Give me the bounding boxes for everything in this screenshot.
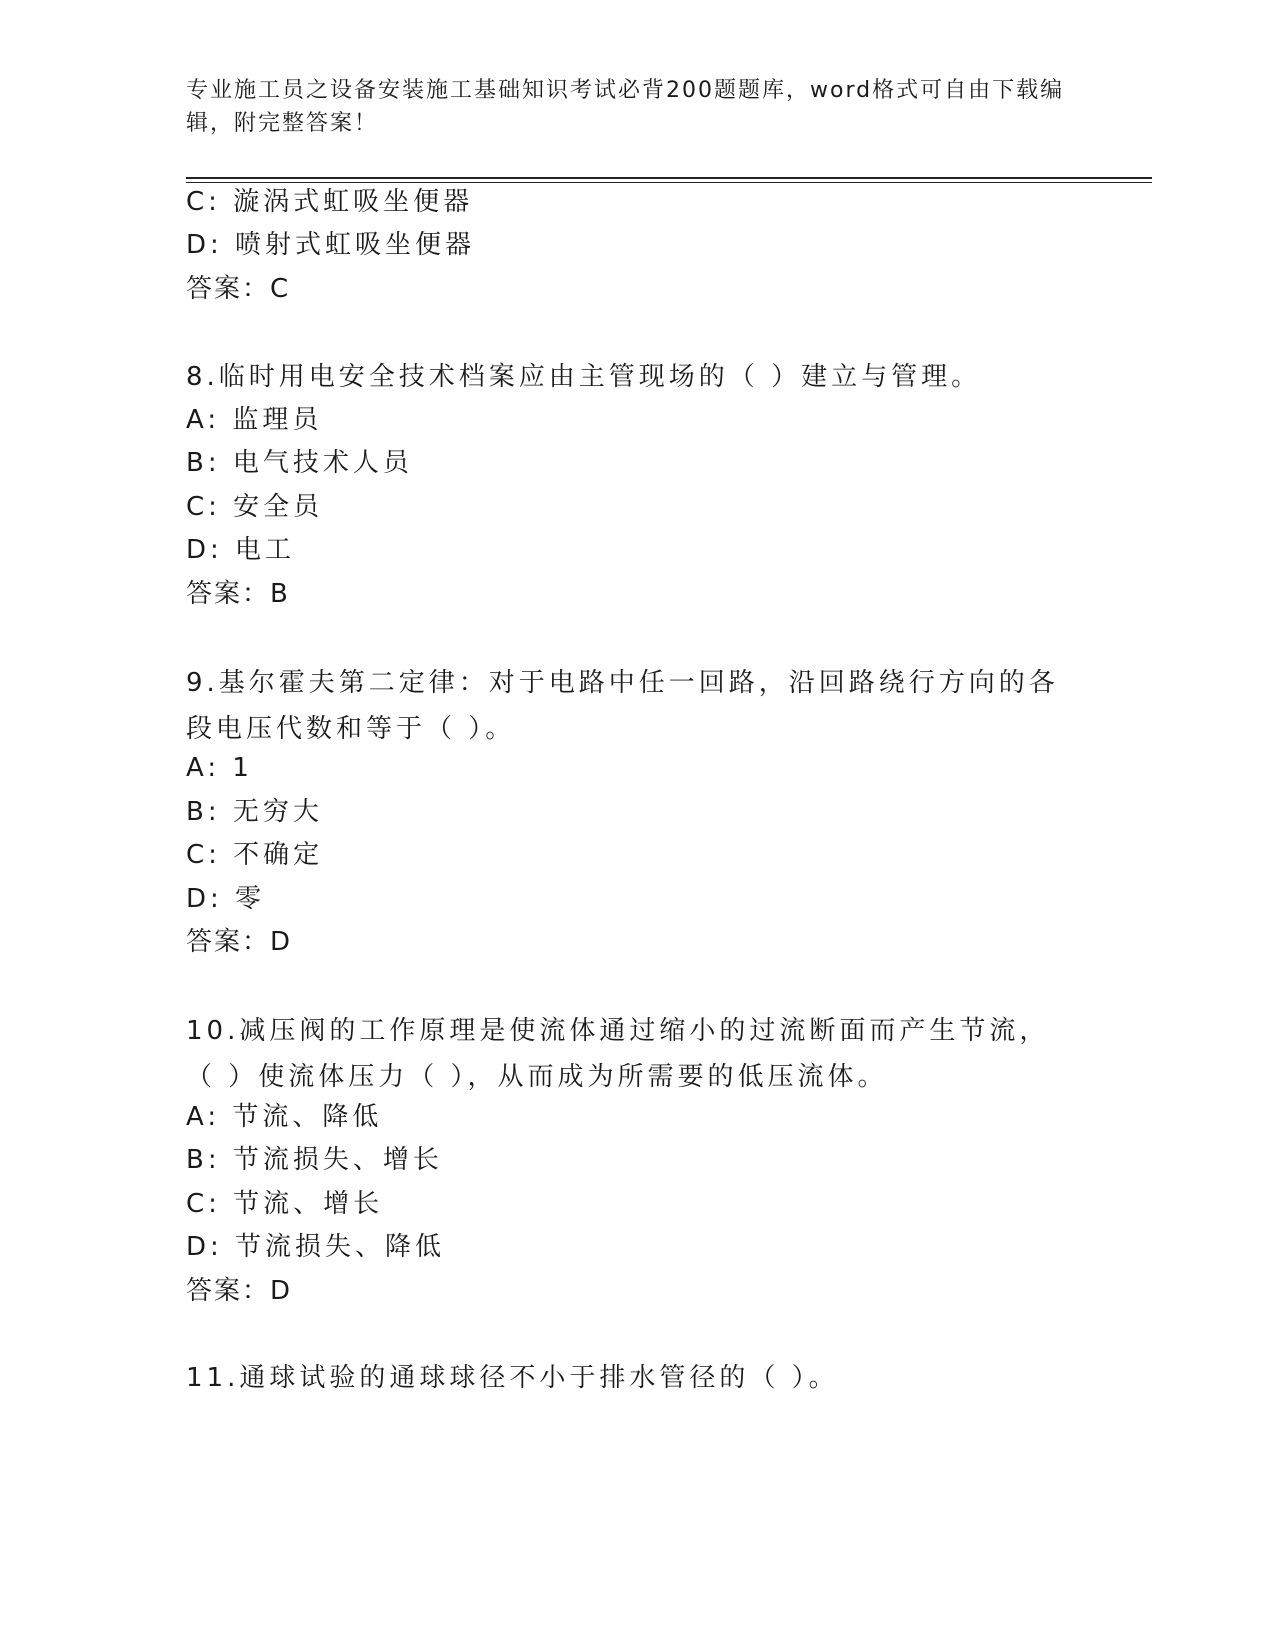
q9-option-b: B: 无穷大	[186, 797, 323, 827]
header-divider-top	[186, 177, 1152, 179]
q9-answer: 答案：D	[186, 927, 293, 957]
q10-question: 10.减压阀的工作原理是使流体通过缩小的过流断面而产生节流，（ ）使流体压力（ ），从而成为所需要的低压流体。	[186, 1016, 1050, 1092]
q7-option-d: D: 喷射式虹吸坐便器	[186, 230, 476, 260]
q10-option-c: C: 节流、增长	[186, 1189, 384, 1219]
header-divider-bottom	[186, 182, 1152, 183]
document-header: 专业施工员之设备安装施工基础知识考试必背200题题库，word格式可自由下载编辑，附完整答案！	[186, 78, 1065, 136]
q7-answer: 答案：C	[186, 274, 291, 304]
q9-question: 9.基尔霍夫第二定律：对于电路中任一回路，沿回路绕行方向的各段电压代数和等于（ ）。	[186, 668, 1059, 744]
q10-option-d: D: 节流损失、降低	[186, 1232, 446, 1262]
q8-option-a: A: 监理员	[186, 405, 323, 435]
q9-option-d: D: 零	[186, 884, 266, 914]
q7-option-c: C: 漩涡式虹吸坐便器	[186, 187, 474, 217]
q10-answer: 答案：D	[186, 1276, 293, 1306]
q10-option-a: A: 节流、降低	[186, 1102, 383, 1132]
q8-option-d: D: 电工	[186, 535, 296, 565]
q9-option-a: A: 1	[186, 753, 253, 783]
q8-question: 8.临时用电安全技术档案应由主管现场的（ ）建立与管理。	[186, 362, 982, 392]
q8-option-b: B: 电气技术人员	[186, 448, 413, 478]
q11-question: 11.通球试验的通球球径不小于排水管径的（ ）。	[186, 1363, 839, 1393]
q8-answer: 答案：B	[186, 579, 290, 609]
q10-option-b: B: 节流损失、增长	[186, 1145, 443, 1175]
q8-option-c: C: 安全员	[186, 492, 324, 522]
q9-option-c: C: 不确定	[186, 840, 324, 870]
